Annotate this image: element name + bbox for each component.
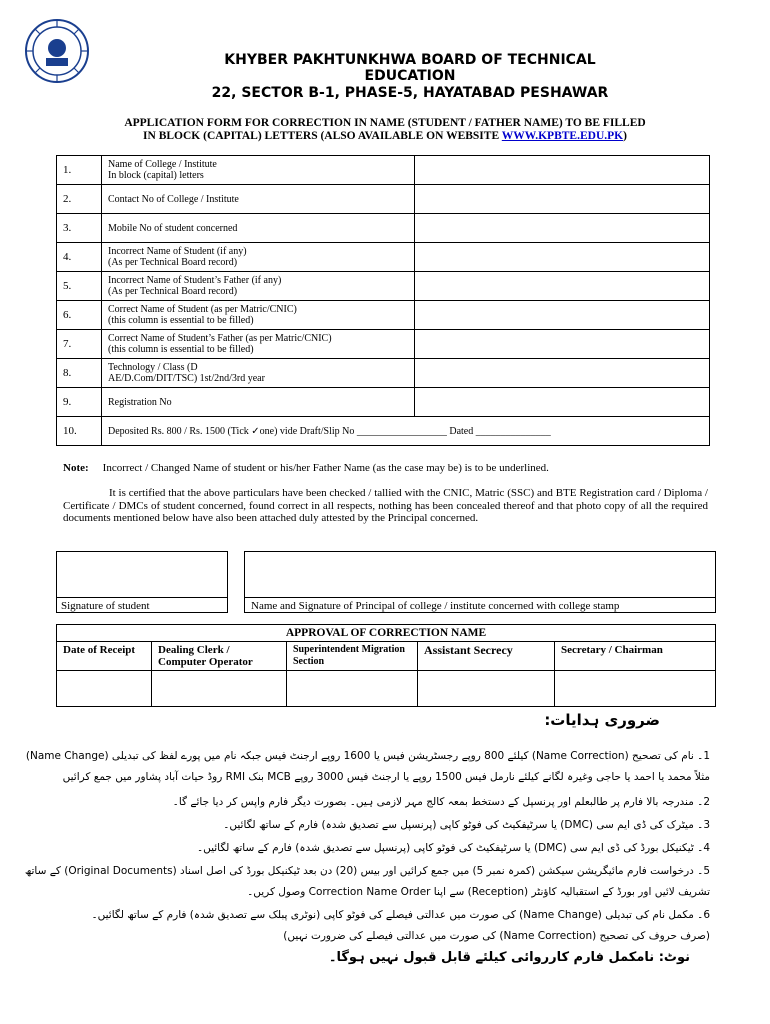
tick-icon: ✓ — [251, 425, 260, 437]
approval-table — [56, 624, 716, 707]
principal-signature-box[interactable] — [244, 551, 716, 613]
board-name-line2: EDUCATION — [364, 68, 456, 84]
instruction-5: 5۔ درخواست فارم مائیگریشن سیکشن (کمرہ نمبر 5) میں جمع کرائیں اور بیس (20) دن بعد ٹیکنیکل بورڈ کی اصل اسناد (Original Documents) کے ساتھ — [24, 865, 710, 877]
row-label — [102, 214, 415, 243]
form-title-line1: APPLICATION FORM FOR CORRECTION IN NAME (STUDENT / FATHER NAME) TO BE FILLED — [124, 117, 646, 129]
row-label-line1: Correct Name of Student (as per Matric/CNIC) — [108, 304, 297, 315]
row-label-line2: (this column is essential to be filled) — [108, 344, 254, 355]
row-label — [102, 388, 415, 417]
application-form-table — [56, 155, 710, 446]
note-label: Note: — [63, 462, 89, 474]
row-number: 5. — [57, 272, 102, 301]
form-row — [57, 388, 710, 417]
row-label-line2: AE/D.Com/DIT/TSC) 1st/2nd/3rd year — [108, 373, 265, 384]
row-number: 6. — [57, 301, 102, 330]
row-label-line1: Registration No — [108, 396, 172, 408]
row-label — [102, 359, 415, 388]
approval-cell-date[interactable] — [57, 671, 152, 707]
certification-text: It is certified that the above particulars have been checked / tallied with the CNIC, Matric (SSC) and BTE Registration card / Diploma / Certificate / DMCs of student concerned, found correct in all respects, nothing has been concealed thereof and that photo copy of all the required documents mentioned below have also been attached duly attested by the Principal concerned. — [63, 487, 708, 524]
row-number: 10. — [57, 417, 102, 446]
row-value-field[interactable] — [415, 214, 710, 243]
row-label — [102, 156, 415, 185]
row-value-field[interactable] — [415, 388, 710, 417]
row-number: 1. — [57, 156, 102, 185]
instructions-title: ضروری ہدایات: — [544, 711, 660, 729]
student-signature-box[interactable] — [56, 551, 228, 613]
form-title-line2 — [30, 130, 740, 143]
row-label — [102, 272, 415, 301]
row-value-field[interactable] — [415, 243, 710, 272]
approval-cell-secretary[interactable] — [555, 671, 716, 707]
approval-cell-clerk[interactable] — [152, 671, 287, 707]
row-value-field[interactable] — [415, 156, 710, 185]
row-value-field[interactable] — [415, 301, 710, 330]
row-label-line1: Correct Name of Student’s Father (as per Matric/CNIC) — [108, 333, 332, 344]
row-number: 4. — [57, 243, 102, 272]
row-label-line2: (As per Technical Board record) — [108, 286, 238, 297]
approval-col-clerk: Dealing Clerk / Computer Operator — [152, 642, 287, 671]
form-row — [57, 301, 710, 330]
row-label-line1: Incorrect Name of Student’s Father (if any) — [108, 275, 282, 286]
row-label — [102, 243, 415, 272]
row-label — [102, 330, 415, 359]
board-name-line1: KHYBER PAKHTUNKHWA BOARD OF TECHNICAL — [224, 52, 596, 68]
instruction-6: 6۔ مکمل نام کی تبدیلی (Name Change) کی صورت میں عدالتی فیصلے کی فوٹو کاپی (نوٹری پبلک سے تصدیق شدہ) فارم کے ساتھ لگائیں۔ — [91, 909, 710, 921]
row-label-line1: Contact No of College / Institute — [108, 193, 239, 205]
row-label-line2: (this column is essential to be filled) — [108, 315, 254, 326]
approval-cell-assistant[interactable] — [418, 671, 555, 707]
row-number: 2. — [57, 185, 102, 214]
principal-signature-label: Name and Signature of Principal of college / institute concerned with college stamp — [251, 600, 620, 612]
instruction-3: 3۔ میٹرک کی ڈی ایم سی (DMC) یا سرٹیفکیٹ کی فوٹو کاپی (پرنسپل سے تصدیق شدہ) فارم کے ساتھ لگائیں۔ — [223, 819, 710, 831]
board-address: 22, SECTOR B-1, PHASE-5, HAYATABAD PESHAWAR — [211, 85, 609, 101]
incomplete-form-note: نوٹ: نامکمل فارم کارروائی کیلئے قابل قبول نہیں ہوگا۔ — [328, 950, 690, 965]
row-label-line1: Technology / Class (D — [108, 362, 198, 373]
row-value-field[interactable] — [415, 330, 710, 359]
form-title-text: IN BLOCK (CAPITAL) LETTERS (ALSO AVAILABLE ON WEBSITE — [143, 130, 502, 142]
instruction-6b: (صرف حروف کی تصحیح (Name Correction) کی صورت میں عدالتی فیصلے کی ضرورت نہیں) — [283, 930, 710, 942]
row-value-field[interactable] — [415, 359, 710, 388]
instruction-1: 1۔ نام کی تصحیح (Name Correction) کیلئے 800 روپے رجسٹریشن فیس یا 1600 روپے ارجنٹ فیس جبکہ نام میں پورے لفظ کی تبدیلی (Name Change) — [25, 750, 710, 762]
instruction-5b: تشریف لائیں اور بورڈ کے استقبالیہ کاؤنٹر (Reception) سے اپنا Correction Name Order وصول کریں۔ — [247, 886, 710, 898]
form-row — [57, 359, 710, 388]
form-row — [57, 330, 710, 359]
row-label — [102, 301, 415, 330]
row-label-line2: (As per Technical Board record) — [108, 257, 238, 268]
board-logo — [24, 18, 90, 84]
row-label-line1: Mobile No of student concerned — [108, 222, 238, 234]
row-number: 9. — [57, 388, 102, 417]
row-label-line1: Incorrect Name of Student (if any) — [108, 246, 247, 257]
row-value-field[interactable] — [415, 185, 710, 214]
form-row — [57, 156, 710, 185]
instruction-1b: مثلاً محمد یا احمد یا حاجی وغیرہ لگانے کیلئے نارمل فیس 1500 روپے یا ارجنٹ فیس 3000 روپے MCB بنک RMI روڈ حیات آباد پشاور میں جمع کرائیں — [62, 771, 710, 783]
row-number: 3. — [57, 214, 102, 243]
instruction-2: 2۔ مندرجہ بالا فارم پر طالبعلم اور پرنسپل کے دستخط بمعہ کالج مہر لازمی ہیں۔ بصورت دیگر فارم واپس کر دیا جائے گا۔ — [172, 796, 710, 808]
approval-col-secretary: Secretary / Chairman — [555, 642, 716, 671]
approval-col-date: Date of Receipt — [57, 642, 152, 671]
student-signature-label: Signature of student — [61, 600, 150, 612]
form-row — [57, 185, 710, 214]
row-value-field[interactable] — [415, 272, 710, 301]
note-text: Incorrect / Changed Name of student or his/her Father Name (as the case may be) is to be underlined. — [102, 462, 549, 474]
deposit-text-b: one) vide Draft/Slip No __________________ Dated _______________ — [259, 425, 551, 437]
deposit-field[interactable] — [102, 417, 710, 446]
approval-col-superintendent: Superintendent Migration Section — [287, 642, 418, 671]
row-number: 7. — [57, 330, 102, 359]
row-label-line2: In block (capital) letters — [108, 170, 204, 181]
approval-col-assistant: Assistant Secrecy — [418, 642, 555, 671]
form-row — [57, 214, 710, 243]
deposit-text-a: Deposited Rs. 800 / Rs. 1500 (Tick — [108, 425, 252, 437]
approval-title: APPROVAL OF CORRECTION NAME — [57, 625, 716, 642]
form-row-deposit — [57, 417, 710, 446]
form-title-suffix: ) — [623, 130, 627, 142]
note — [63, 462, 549, 474]
row-number: 8. — [57, 359, 102, 388]
row-label-line1: Name of College / Institute — [108, 159, 217, 170]
website-link[interactable]: WWW.KPBTE.EDU.PK — [501, 130, 624, 142]
form-row — [57, 272, 710, 301]
form-row — [57, 243, 710, 272]
row-label — [102, 185, 415, 214]
approval-cell-superintendent[interactable] — [287, 671, 418, 707]
instruction-4: 4۔ ٹیکنیکل بورڈ کی ڈی ایم سی (DMC) یا سرٹیفکیٹ کی فوٹو کاپی (پرنسپل سے تصدیق شدہ) فارم کے ساتھ لگائیں۔ — [196, 842, 710, 854]
